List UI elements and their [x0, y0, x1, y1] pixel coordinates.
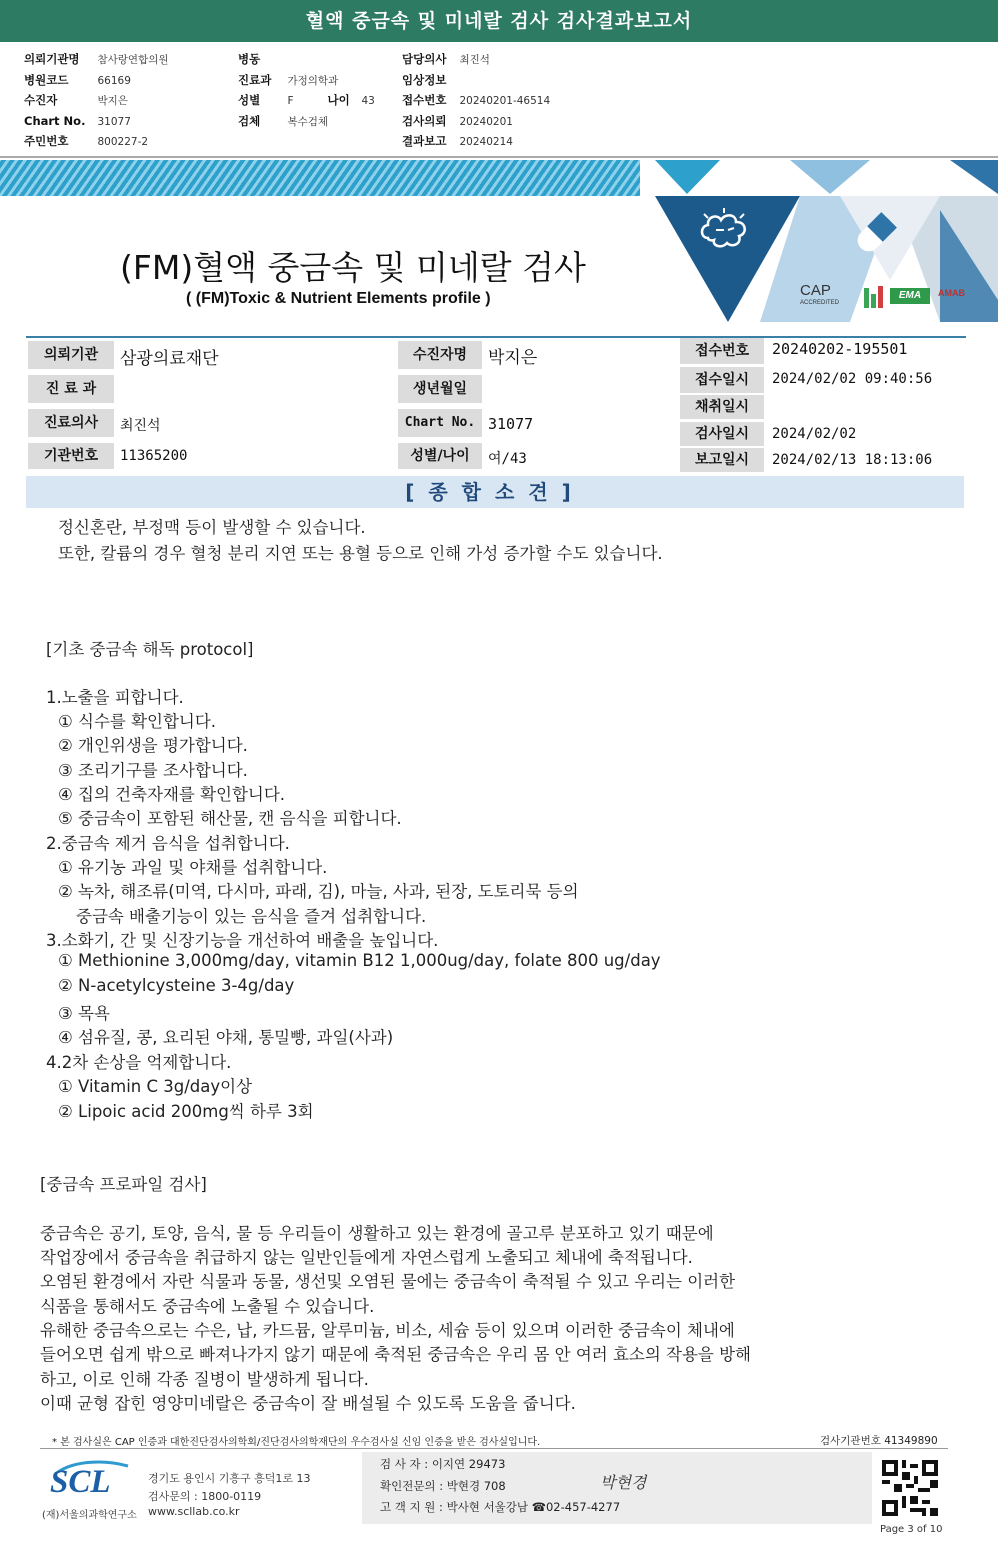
- label-receipt-no: 접수번호: [680, 338, 764, 364]
- label-report-datetime: 보고일시: [680, 448, 764, 472]
- value-test-datetime: 2024/02/02: [772, 426, 857, 442]
- text-line: ③ 목욕: [58, 1004, 110, 1023]
- header-col-2: [238, 50, 375, 132]
- text-line: 오염된 환경에서 자란 식물과 동물, 생선및 오염된 물에는 중금속이 축적될 수 있고 우리는 이러한: [40, 1272, 736, 1291]
- text-line: ② 개인위생을 평가합니다.: [58, 736, 248, 755]
- text-line: 식품을 통해서도 중금속에 노출될 수 있습니다.: [40, 1297, 375, 1316]
- header-field: 주민번호 800227-2: [24, 134, 149, 148]
- text-line: 1.노출을 피합니다.: [46, 688, 184, 707]
- label-sex-age: 성별/나이: [398, 443, 482, 469]
- lab-website[interactable]: www.scllab.co.kr: [148, 1505, 240, 1518]
- header-field: 결과보고 20240214: [402, 134, 513, 148]
- header-field: 의뢰기관명 참사랑연합의원: [24, 52, 169, 66]
- report-subtitle: ( (FM)Toxic & Nutrient Elements profile ): [186, 290, 491, 307]
- cap-logo: CAP ACCREDITED: [800, 282, 840, 306]
- text-line: 또한, 칼륨의 경우 혈청 분리 지연 또는 용혈 등으로 인해 가성 증가할 수도 있습니다.: [58, 544, 663, 563]
- table-divider: [26, 336, 966, 338]
- value-receipt-no: 20240202-195501: [772, 340, 908, 358]
- header-field: 수진자 박지은: [24, 93, 128, 107]
- label-department: 진 료 과: [28, 375, 114, 403]
- text-line: 들어오면 쉽게 밖으로 빠져나가지 않기 때문에 축적된 중금속은 우리 몸 안 여러 효소의 작용을 방해: [40, 1345, 751, 1364]
- value-patient-name: 박지은: [488, 348, 538, 368]
- section-heading: [중금속 프로파일 검사]: [40, 1175, 207, 1194]
- value-sex-age: 여/43: [488, 451, 527, 467]
- text-line: 중금속은 공기, 토양, 음식, 물 등 우리들이 생활하고 있는 환경에 골고루 분포하고 있기 때문에: [40, 1224, 714, 1243]
- lab-registration-no: 검사기관번호 41349890: [820, 1435, 938, 1447]
- header-field: 담당의사 최진석: [402, 52, 490, 66]
- label-receipt-datetime: 접수일시: [680, 367, 764, 393]
- header-field: 임상정보: [402, 72, 447, 87]
- header-field: 접수번호 20240201-46514: [402, 93, 551, 107]
- tester-line: 검 사 자 : 이지연 29473: [380, 1457, 506, 1471]
- label-inst-code: 기관번호: [28, 443, 114, 469]
- header-field: 진료과 가정의학과: [238, 72, 339, 87]
- brain-icon: [694, 208, 756, 260]
- summary-header: [종합소견]: [26, 476, 964, 508]
- scl-logo: SCL: [50, 1464, 111, 1500]
- header-field: 병동: [238, 52, 261, 66]
- label-chart-no: Chart No.: [398, 409, 482, 437]
- support-line: 고 객 지 원 : 박사현 서울강남 ☎02-457-4277: [380, 1500, 621, 1514]
- footer-divider: [40, 1448, 948, 1449]
- text-line: 정신혼란, 부정맥 등이 발생할 수 있습니다.: [58, 518, 366, 537]
- text-line: ② N-acetylcysteine 3-4g/day: [58, 976, 295, 995]
- label-doctor: 진료의사: [28, 409, 114, 437]
- label-institution: 의뢰기관: [28, 341, 114, 369]
- pill-icon: [850, 208, 900, 260]
- label-birthdate: 생년월일: [398, 375, 482, 403]
- page-number: Page 3 of 10: [880, 1524, 943, 1535]
- text-line: ④ 섬유질, 콩, 요리된 야채, 통밀빵, 과일(사과): [58, 1028, 394, 1047]
- text-line: 작업장에서 중금속을 취급하지 않는 일반인들에게 자연스럽게 노출되고 체내에 축적됩니다.: [40, 1248, 693, 1267]
- report-header: [0, 42, 998, 158]
- scl-logo-subtitle: (재)서울의과학연구소: [42, 1510, 137, 1521]
- value-inst-code: 11365200: [120, 448, 188, 464]
- lab-contact: 검사문의 : 1800-0119: [148, 1490, 262, 1503]
- value-institution: 삼광의료재단: [120, 349, 219, 369]
- amab-logo: AMAB: [938, 288, 965, 298]
- kola-logo-icon: [862, 284, 886, 310]
- text-line: 중금속 배출기능이 있는 음식을 즐겨 섭취합니다.: [76, 907, 427, 926]
- value-report-datetime: 2024/02/13 18:13:06: [772, 452, 933, 468]
- report-title: (FM)혈액 중금속 및 미네랄 검사: [120, 248, 586, 287]
- text-line: ① 유기농 과일 및 야채를 섭취합니다.: [58, 858, 328, 877]
- text-line: 3.소화기, 간 및 신장기능을 개선하여 배출을 높입니다.: [46, 931, 439, 950]
- certification-note: * 본 검사실은 CAP 인증과 대한진단검사의학회/진단검사의학재단의 우수검사실 신임 인증을 받은 검사실입니다.: [52, 1437, 541, 1448]
- header-col-3: [402, 50, 550, 153]
- ema-logo: EMA: [890, 288, 930, 304]
- report-top-title: 혈액 중금속 및 미네랄 검사 검사결과보고서: [0, 0, 998, 42]
- qr-code-icon[interactable]: [882, 1460, 938, 1516]
- text-line: ④ 집의 건축자재를 확인합니다.: [58, 785, 286, 804]
- header-field: 성별 F 나이 43: [238, 93, 375, 107]
- text-line: 하고, 이로 인해 각종 질병이 발생하게 됩니다.: [40, 1370, 369, 1389]
- label-collection-datetime: 채취일시: [680, 395, 764, 419]
- header-field: 검체 복수검체: [238, 113, 329, 128]
- lab-address: 경기도 용인시 기흥구 흥덕1로 13: [148, 1472, 311, 1485]
- text-line: ② Lipoic acid 200mg씩 하루 3회: [58, 1102, 314, 1121]
- value-receipt-datetime: 2024/02/02 09:40:56: [772, 371, 933, 387]
- text-line: ① 식수를 확인합니다.: [58, 712, 217, 731]
- specialist-line: 확인전문의 : 박현경 708: [380, 1479, 506, 1493]
- label-patient-name: 수진자명: [398, 341, 482, 369]
- header-field: 병원코드 66169: [24, 72, 131, 87]
- section-heading: [기초 중금속 해독 protocol]: [46, 640, 254, 659]
- label-test-datetime: 검사일시: [680, 422, 764, 446]
- text-line: ③ 조리기구를 조사합니다.: [58, 761, 248, 780]
- text-line: ① Methionine 3,000mg/day, vitamin B12 1,000ug/day, folate 800 ug/day: [58, 951, 661, 970]
- text-line: ① Vitamin C 3g/day이상: [58, 1077, 253, 1096]
- header-col-1: [24, 50, 169, 153]
- text-line: 유해한 중금속으로는 수은, 납, 카드뮴, 알루미늄, 비소, 세슘 등이 있으며 이러한 중금속이 체내에: [40, 1321, 735, 1340]
- header-field: Chart No. 31077: [24, 113, 131, 128]
- text-line: 이때 균형 잡힌 영양미네랄은 중금속이 잘 배설될 수 있도록 도움을 줍니다.: [40, 1394, 576, 1413]
- text-line: 2.중금속 제거 음식을 섭취합니다.: [46, 834, 290, 853]
- text-line: 4.2차 손상을 억제합니다.: [46, 1053, 232, 1072]
- value-chart-no: 31077: [488, 415, 534, 433]
- header-field: 검사의뢰 20240201: [402, 113, 513, 128]
- value-doctor: 최진석: [120, 418, 161, 434]
- text-line: ⑤ 중금속이 포함된 해산물, 캔 음식을 피합니다.: [58, 809, 402, 828]
- text-line: ② 녹차, 해조류(미역, 다시마, 파래, 김), 마늘, 사과, 된장, 도토리묵 등의: [58, 882, 579, 901]
- handwritten-signature: 박현경: [600, 1475, 647, 1492]
